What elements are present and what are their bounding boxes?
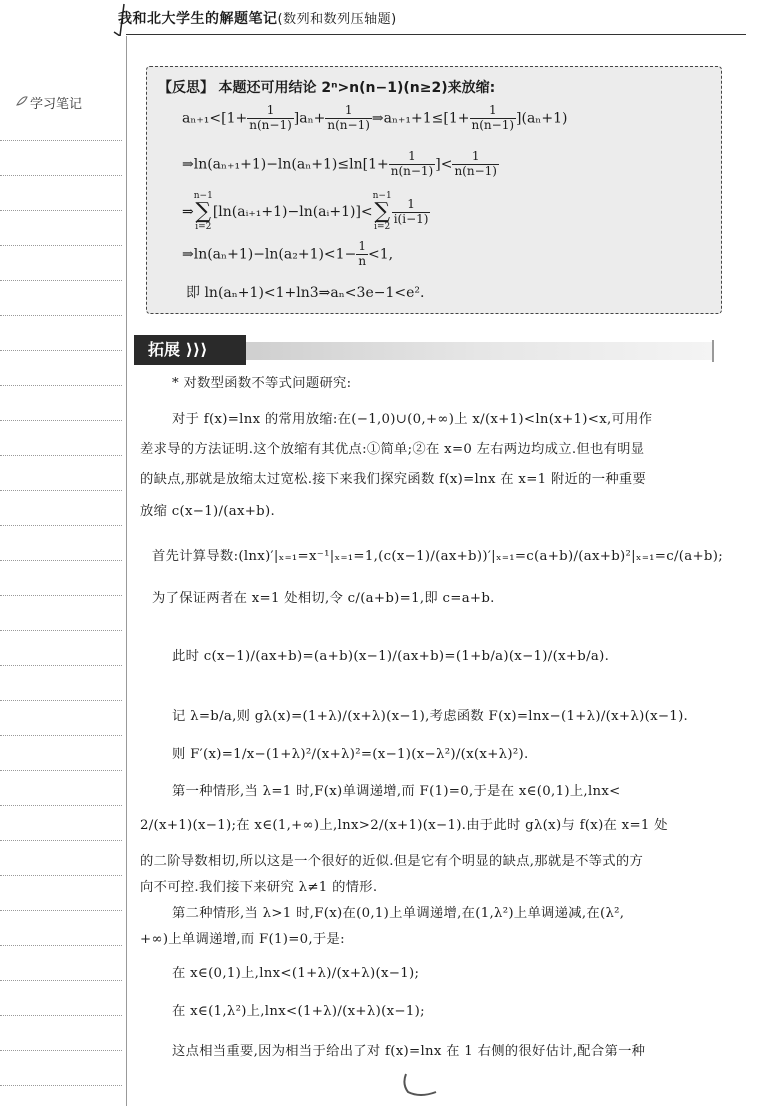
extension-tab-band — [246, 342, 714, 360]
paragraph-line-10: 第一种情形,当 λ=1 时,F(x)单调递增,而 F(1)=0,于是在 x∈(0,1)上,lnx< — [172, 784, 621, 799]
paragraph-line-1: 对于 f(x)=lnx 的常用放缩:在(−1,0)∪(0,+∞)上 x/(x+1)<ln(x+1)<x,可用作 — [172, 412, 653, 427]
paragraph-line-5: 首先计算导数:(lnx)′|ₓ₌₁=x⁻¹|ₓ₌₁=1,(c(x−1)/(ax+b))′|ₓ₌₁=c(a+b)/(ax+b)²|ₓ₌₁=c/(a+b); — [152, 549, 724, 564]
eq1-part-d: ](aₙ+1) — [516, 110, 568, 127]
paragraph-line-2: 差求导的方法证明.这个放缩有其优点:①简单;②在 x=0 左右两边均成立.但也有明显 — [140, 442, 645, 457]
reflection-intro-line — [158, 77, 495, 97]
paragraph-line-18: 这点相当重要,因为相当于给出了对 f(x)=lnx 在 1 右侧的很好估计,配合第一种 — [172, 1044, 646, 1059]
header-title: 我和北大学生的解题笔记 — [118, 11, 278, 27]
eq4-fraction: $\frac{1}{n}$ — [358, 239, 367, 268]
paragraph-line-14: 第二种情形,当 λ>1 时,F(x)在(0,1)上单调递增,在(1,λ²)上单调递减,在(λ², — [172, 906, 625, 921]
margin-divider — [126, 36, 127, 1106]
sidebar-label: 学习笔记 — [30, 97, 83, 112]
eq2-fraction-2: $\frac{1}{n(n-1)}$ — [454, 149, 497, 178]
eq3-fraction: $\frac{1}{i(i-1)}$ — [393, 196, 429, 226]
reflection-line-2 — [182, 150, 499, 179]
extension-tab: 拓展 ⟩⟩⟩ — [134, 335, 246, 365]
paragraph-line-8: 记 λ=b/a,则 gλ(x)=(1+λ)/(x+λ)(x−1),考虑函数 F(x)=lnx−(1+λ)/(x+λ)(x−1). — [172, 709, 689, 724]
header-rule — [126, 34, 746, 35]
eq1-part-a: aₙ₊₁<[1+ — [182, 110, 248, 127]
eq1-part-c: ⇒aₙ₊₁+1≤[1+ — [371, 110, 470, 127]
paragraph-line-16: 在 x∈(0,1)上,lnx<(1+λ)/(x+λ)(x−1); — [172, 966, 420, 981]
eq4-part-a: ⇒ln(aₙ+1)−ln(a₂+1)<1− — [182, 246, 357, 263]
paragraph-line-3: 的缺点,那就是放缩太过宽松.接下来我们探究函数 f(x)=lnx 在 x=1 附近的一种重要 — [140, 472, 647, 487]
footer-page-mark-icon — [400, 1072, 440, 1098]
eq1-fraction-3: $\frac{1}{n(n-1)}$ — [471, 103, 515, 132]
paragraph-line-15: +∞)上单调递增,而 F(1)=0,于是: — [140, 932, 345, 947]
eq1-fraction-2: $\frac{1}{n(n-1)}$ — [327, 103, 370, 132]
paragraph-line-12: 的二阶导数相切,所以这是一个很好的近似.但是它有个明显的缺点,那就是不等式的方 — [140, 854, 644, 869]
reflection-line-4 — [182, 240, 393, 269]
paragraph-line-9: 则 F′(x)=1/x−(1+λ)²/(x+λ)²=(x−1)(x−λ²)/(x(x+λ)²). — [172, 747, 529, 762]
topic-line: * 对数型函数不等式问题研究: — [172, 376, 352, 391]
eq4-part-b: <1, — [368, 246, 394, 263]
eq1-part-b: ]aₙ+ — [293, 110, 326, 127]
reflection-intro: 本题还可用结论 2ⁿ>n(n−1)(n≥2)来放缩: — [218, 80, 496, 96]
eq2-part-b: ]< — [435, 156, 453, 173]
paragraph-line-13: 向不可控.我们接下来研究 λ≠1 的情形. — [140, 880, 378, 895]
page-header — [118, 8, 397, 28]
paragraph-line-11: 2/(x+1)(x−1);在 x∈(1,+∞)上,lnx>2/(x+1)(x−1).由于此时 gλ(x)与 f(x)在 x=1 处 — [140, 818, 668, 833]
sum-symbol-1: n−1 ∑ i=2 — [193, 191, 213, 232]
sum-symbol-2: n−1 ∑ i=2 — [372, 191, 392, 232]
eq2-part-a: ⇒ln(aₙ₊₁+1)−ln(aₙ+1)≤ln[1+ — [182, 156, 389, 173]
paragraph-line-17: 在 x∈(1,λ²)上,lnx<(1+λ)/(x+λ)(x−1); — [172, 1004, 425, 1019]
paragraph-line-7: 此时 c(x−1)/(ax+b)=(a+b)(x−1)/(ax+b)=(1+b/a)(x−1)/(x+b/a). — [172, 649, 610, 664]
reflection-tag: 【反思】 — [158, 80, 214, 96]
reflection-line-3 — [182, 192, 430, 232]
eq3-part-a: ⇒ — [182, 204, 194, 220]
eq1-fraction-1: $\frac{1}{n(n-1)}$ — [249, 103, 292, 132]
paragraph-line-6: 为了保证两者在 x=1 处相切,令 c/(a+b)=1,即 c=a+b. — [152, 591, 495, 606]
eq3-part-b: [ln(aᵢ₊₁+1)−ln(aᵢ+1)]< — [212, 204, 373, 220]
eq2-fraction-1: $\frac{1}{n(n-1)}$ — [390, 149, 434, 178]
paragraph-line-4: 放缩 c(x−1)/(ax+b). — [140, 504, 276, 519]
reflection-line-5: 即 ln(aₙ+1)<1+ln3⇒aₙ<3e−1<e². — [186, 285, 425, 301]
reflection-line-1 — [182, 104, 567, 133]
notes-leaf-icon — [16, 96, 28, 106]
header-subtitle: (数列和数列压轴题) — [277, 12, 397, 27]
extension-tab-band-end — [712, 340, 714, 362]
